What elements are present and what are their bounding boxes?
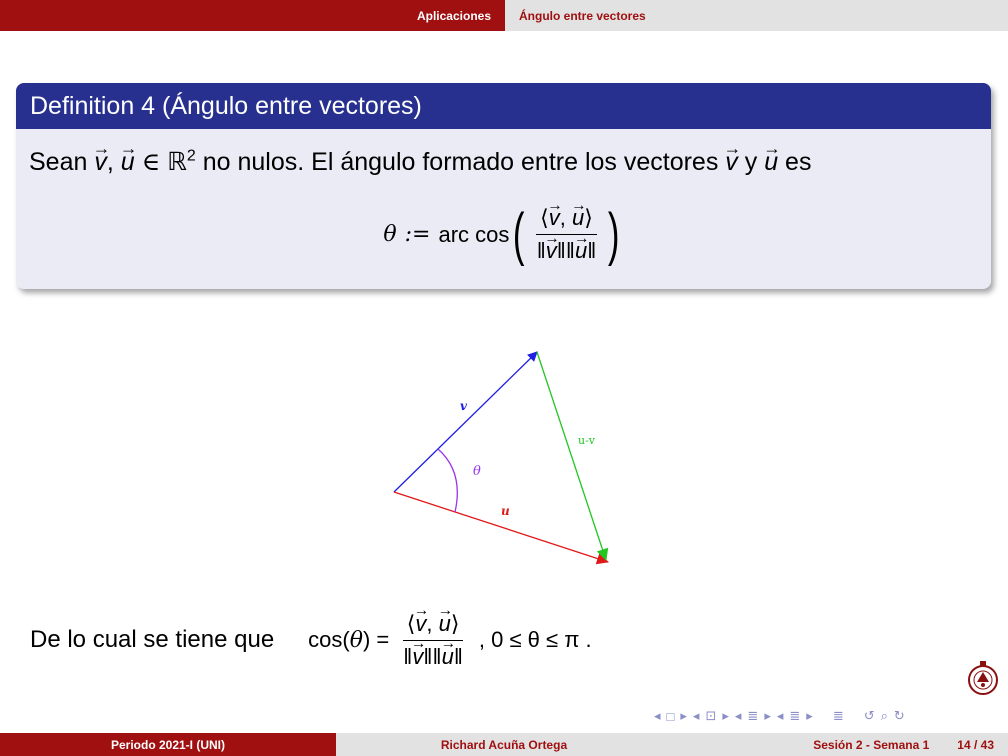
footer-author: Richard Acuña Ortega xyxy=(336,733,672,756)
fraction xyxy=(533,205,601,264)
definition-title: Definition 4 (Ángulo entre vectores) xyxy=(16,83,991,129)
cos-norm-3: ‖ xyxy=(432,643,442,669)
nav-forward-icon[interactable]: ↻ xyxy=(893,708,905,723)
cos-norm-2: ‖ xyxy=(423,643,433,669)
norm-bar-3: ‖ xyxy=(565,238,575,263)
cos-fraction xyxy=(399,611,467,670)
reals-symbol: ℝ xyxy=(167,148,187,176)
vector-v-arrow xyxy=(394,352,537,492)
nav-doc-prev-icon[interactable]: ◂ xyxy=(776,708,784,723)
cos-open: cos( xyxy=(308,627,350,652)
nav-frame-icon[interactable]: □ xyxy=(666,708,675,724)
fraction-denominator xyxy=(533,235,601,264)
right-paren: ) xyxy=(608,201,620,267)
angle-theta-arc xyxy=(438,449,457,512)
footer-period: Periodo 2021-I (UNI) xyxy=(0,733,336,756)
definition-statement xyxy=(29,147,811,177)
norm-bar-4: ‖ xyxy=(587,238,597,263)
superscript-2: 2 xyxy=(186,147,196,165)
nav-back-icon[interactable]: ↺ xyxy=(863,708,875,723)
nav-subsection-link[interactable]: Ángulo entre vectores xyxy=(519,8,646,23)
vector-u: → u xyxy=(121,148,135,177)
arccos-text: arc cos xyxy=(438,221,510,247)
nav-appendix-icon[interactable]: ≣ xyxy=(832,708,844,723)
definition-body xyxy=(16,129,991,289)
footer-session: Sesión 2 - Semana 1 xyxy=(813,737,930,752)
vector-u-minus-v-arrow xyxy=(537,352,606,560)
top-navigation-bar xyxy=(0,0,1008,31)
label-theta: θ xyxy=(473,464,481,479)
footer-right xyxy=(672,733,1008,756)
den-vector-v: → v xyxy=(546,238,557,264)
comma: , xyxy=(106,148,114,176)
label-v: v xyxy=(460,399,467,413)
definition-block xyxy=(16,83,991,289)
cos-num-u: → u xyxy=(439,611,451,637)
nav-section-icon[interactable]: ≣ xyxy=(747,708,759,723)
word-es: es xyxy=(785,148,812,176)
left-paren: ( xyxy=(513,201,525,267)
cosine-equation-line xyxy=(30,605,592,675)
cos-rangle: ⟩ xyxy=(450,610,460,636)
footer-bar xyxy=(0,733,1008,756)
assign-symbol: := xyxy=(404,222,431,247)
statement-text: no nulos. El ángulo formado entre los vectores xyxy=(202,148,719,176)
university-seal-logo xyxy=(966,660,1000,696)
nav-frame-prev-icon[interactable]: ◂ xyxy=(654,708,661,723)
cos-langle: ⟨ xyxy=(406,610,416,636)
vector-u-arrow xyxy=(394,492,608,562)
theta-range: , 0 ≤ θ ≤ π . xyxy=(478,627,592,652)
num-vector-u: → u xyxy=(572,205,584,231)
nav-doc-icon[interactable]: ≣ xyxy=(789,708,801,723)
cos-norm-4: ‖ xyxy=(453,643,463,669)
norm-bar-2: ‖ xyxy=(556,238,566,263)
beamer-navigation-symbols xyxy=(654,707,994,725)
cos-den-v: → v xyxy=(412,644,423,670)
num-comma: , xyxy=(559,205,566,230)
cosine-equation xyxy=(308,611,591,670)
cos-num-v: → v xyxy=(415,611,426,637)
footer-page-number: 14 / 43 xyxy=(957,737,994,752)
word-sean: Sean xyxy=(29,148,88,176)
norm-bar-1: ‖ xyxy=(536,238,546,263)
conclusion-text: De lo cual se tiene que xyxy=(30,626,275,653)
word-y: y xyxy=(744,148,758,176)
nav-subsection-area xyxy=(505,0,1008,31)
nav-doc-next-icon[interactable]: ▸ xyxy=(806,708,813,723)
nav-subsection-icon[interactable]: ⊡ xyxy=(705,708,717,723)
label-u: u xyxy=(501,504,510,518)
langle: ⟨ xyxy=(540,205,549,230)
vector-v: → v xyxy=(94,148,107,177)
nav-frame-next-icon[interactable]: ▸ xyxy=(680,708,687,723)
vector-u-2: → u xyxy=(764,148,778,177)
cos-den-u: → u xyxy=(442,644,454,670)
nav-search-icon[interactable]: ⌕ xyxy=(880,708,888,723)
num-vector-v: → v xyxy=(549,205,560,231)
nav-section-link[interactable]: Aplicaciones xyxy=(416,8,491,23)
nav-section-next-icon[interactable]: ▸ xyxy=(764,708,771,723)
cos-theta: θ xyxy=(349,627,363,653)
vector-triangle-diagram xyxy=(380,340,630,580)
cos-fraction-denominator xyxy=(399,641,467,670)
nav-section-prev-icon[interactable]: ◂ xyxy=(734,708,742,723)
in-symbol: ∈ xyxy=(141,147,161,176)
theta-symbol: θ xyxy=(383,222,397,247)
angle-formula xyxy=(16,201,991,267)
rangle: ⟩ xyxy=(584,205,593,230)
nav-section-area xyxy=(0,0,505,31)
nav-subsection-prev-icon[interactable]: ◂ xyxy=(692,708,700,723)
vector-v-2: → v xyxy=(725,148,738,177)
cos-norm-1: ‖ xyxy=(403,643,413,669)
cos-num-comma: , xyxy=(426,610,433,636)
nav-subsection-next-icon[interactable]: ▸ xyxy=(722,708,729,723)
cos-close-eq: ) = xyxy=(362,627,390,652)
den-vector-u: → u xyxy=(575,238,587,264)
label-u-minus-v: u-v xyxy=(578,434,596,447)
